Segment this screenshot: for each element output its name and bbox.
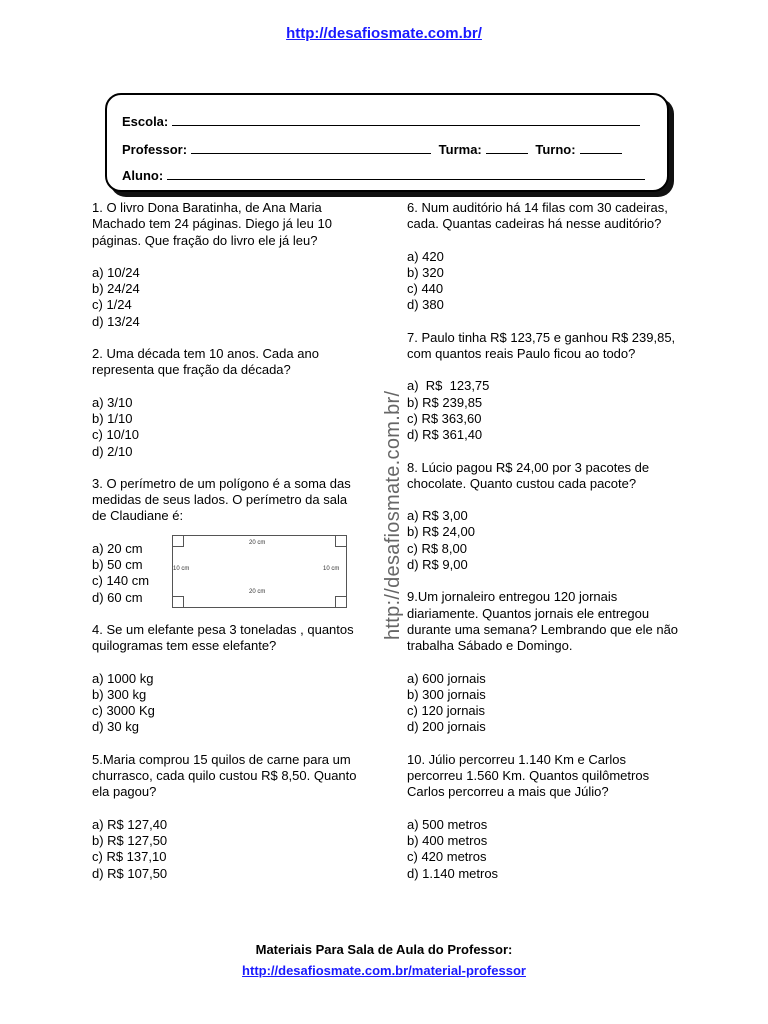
option: c) R$ 137,10 (92, 849, 167, 865)
option: c) 3000 Kg (92, 703, 155, 719)
corner-mark (335, 535, 347, 547)
question-text: 3. O perímetro de um polígono é a soma das medidas de seus lados. O perímetro da sala de Claudiane é: (92, 475, 351, 524)
option: b) 320 (407, 264, 444, 280)
option: d) R$ 361,40 (407, 427, 483, 443)
question-2 (92, 346, 364, 460)
student-info-box (105, 93, 669, 192)
option: a) R$ 123,75 (407, 378, 490, 394)
option: a) R$ 127,40 (92, 816, 168, 832)
option: c) 120 jornais (407, 703, 486, 719)
option: a) 420 (407, 248, 444, 264)
option: b) 300 jornais (407, 686, 486, 702)
question-text: 2. Uma década tem 10 anos. Cada ano representa que fração da década? (92, 346, 319, 378)
option: a) R$ 3,00 (407, 508, 468, 524)
option: c) 10/10 (92, 427, 139, 443)
corner-mark (335, 596, 347, 608)
option: b) 300 kg (92, 686, 147, 702)
option: a) 600 jornais (407, 670, 486, 686)
vertical-watermark: http://desafiosmate.com.br/ (382, 390, 404, 640)
corner-mark (172, 535, 184, 547)
option: d) 380 (407, 297, 444, 313)
school-field[interactable] (172, 113, 640, 126)
question-6 (407, 200, 683, 314)
question-text: 5.Maria comprou 15 quilos de carne para um churrasco, cada quilo custou R$ 8,50. Quanto ela pagou? (92, 751, 357, 800)
class-field[interactable] (486, 141, 528, 154)
question-1 (92, 200, 364, 330)
question-text: 8. Lúcio pagou R$ 24,00 por 3 pacotes de chocolate. Quanto custou cada pacote? (407, 459, 650, 491)
question-text: 9.Um jornaleiro entregou 120 jornais diariamente. Quantos jornais ele entregou durante uma semana? Lembrando que ele não trabalha Sábado e Domingo. (407, 589, 679, 654)
student-field[interactable] (167, 167, 645, 180)
question-text: 7. Paulo tinha R$ 123,75 e ganhou R$ 239,85, com quantos reais Paulo ficou ao todo? (407, 329, 676, 362)
option: a) 500 metros (407, 816, 488, 832)
footer-title: Materiais Para Sala de Aula do Professor: (255, 942, 513, 957)
left-dimension: 10 cm (173, 566, 190, 572)
teacher-field[interactable] (191, 141, 431, 154)
option: d) 200 jornais (407, 719, 486, 735)
option: d) 1.140 metros (407, 865, 499, 881)
question-7 (407, 330, 683, 444)
room-perimeter-figure (172, 535, 347, 608)
option: c) R$ 8,00 (407, 540, 467, 556)
student-line (122, 167, 645, 183)
header-link[interactable]: http://desafiosmate.com.br/ (286, 25, 482, 42)
option: a) 3/10 (92, 394, 133, 410)
option: b) R$ 127,50 (92, 832, 168, 848)
option: b) 1/10 (92, 410, 133, 426)
question-text: 4. Se um elefante pesa 3 toneladas , quantos quilogramas tem esse elefante? (92, 621, 354, 654)
option: b) 50 cm (92, 557, 143, 573)
option: c) R$ 363,60 (407, 410, 482, 426)
top-dimension: 20 cm (249, 540, 266, 546)
right-column (407, 200, 683, 898)
right-dimension: 10 cm (323, 566, 340, 572)
option: c) 420 metros (407, 849, 487, 865)
shift-field[interactable] (580, 141, 622, 154)
question-text: 1. O livro Dona Baratinha, de Ana Maria Machado tem 24 páginas. Diego já leu 10 páginas. Que fração do livro ele já leu? (92, 200, 332, 248)
option: c) 140 cm (92, 573, 150, 589)
option: c) 1/24 (92, 297, 132, 313)
teacher-label: Professor: (122, 142, 188, 157)
question-4 (92, 622, 364, 736)
question-9 (407, 589, 683, 735)
class-label: Turma: (438, 142, 482, 157)
option: c) 440 (407, 281, 444, 297)
option: b) R$ 24,00 (407, 524, 475, 540)
question-5 (92, 752, 364, 882)
option: b) 400 metros (407, 832, 488, 848)
footer-link[interactable]: http://desafiosmate.com.br/material-professor (242, 963, 526, 978)
option: d) R$ 9,00 (407, 557, 468, 573)
option: a) 1000 kg (92, 670, 154, 686)
corner-mark (172, 596, 184, 608)
option: d) 2/10 (92, 443, 133, 459)
question-text: 10. Júlio percorreu 1.140 Km e Carlos percorreu 1.560 Km. Quantos quilômetros Carlos percorreu a mais que Júlio? (407, 751, 650, 800)
shift-label: Turno: (535, 142, 576, 157)
teacher-line (122, 141, 622, 157)
option: a) 10/24 (92, 264, 140, 280)
school-label: Escola: (122, 114, 169, 129)
bottom-dimension: 20 cm (249, 589, 266, 595)
question-10 (407, 752, 683, 882)
option: b) 24/24 (92, 281, 140, 297)
question-text: 6. Num auditório há 14 filas com 30 cadeiras, cada. Quantas cadeiras há nesse auditório? (407, 200, 668, 232)
option: d) 13/24 (92, 313, 140, 329)
student-label: Aluno: (122, 168, 164, 183)
option: a) 20 cm (92, 540, 143, 556)
option: d) 30 kg (92, 719, 139, 735)
option: d) R$ 107,50 (92, 865, 168, 881)
school-line (122, 113, 640, 129)
option: b) R$ 239,85 (407, 394, 483, 410)
question-8 (407, 460, 683, 574)
option: d) 60 cm (92, 589, 143, 605)
